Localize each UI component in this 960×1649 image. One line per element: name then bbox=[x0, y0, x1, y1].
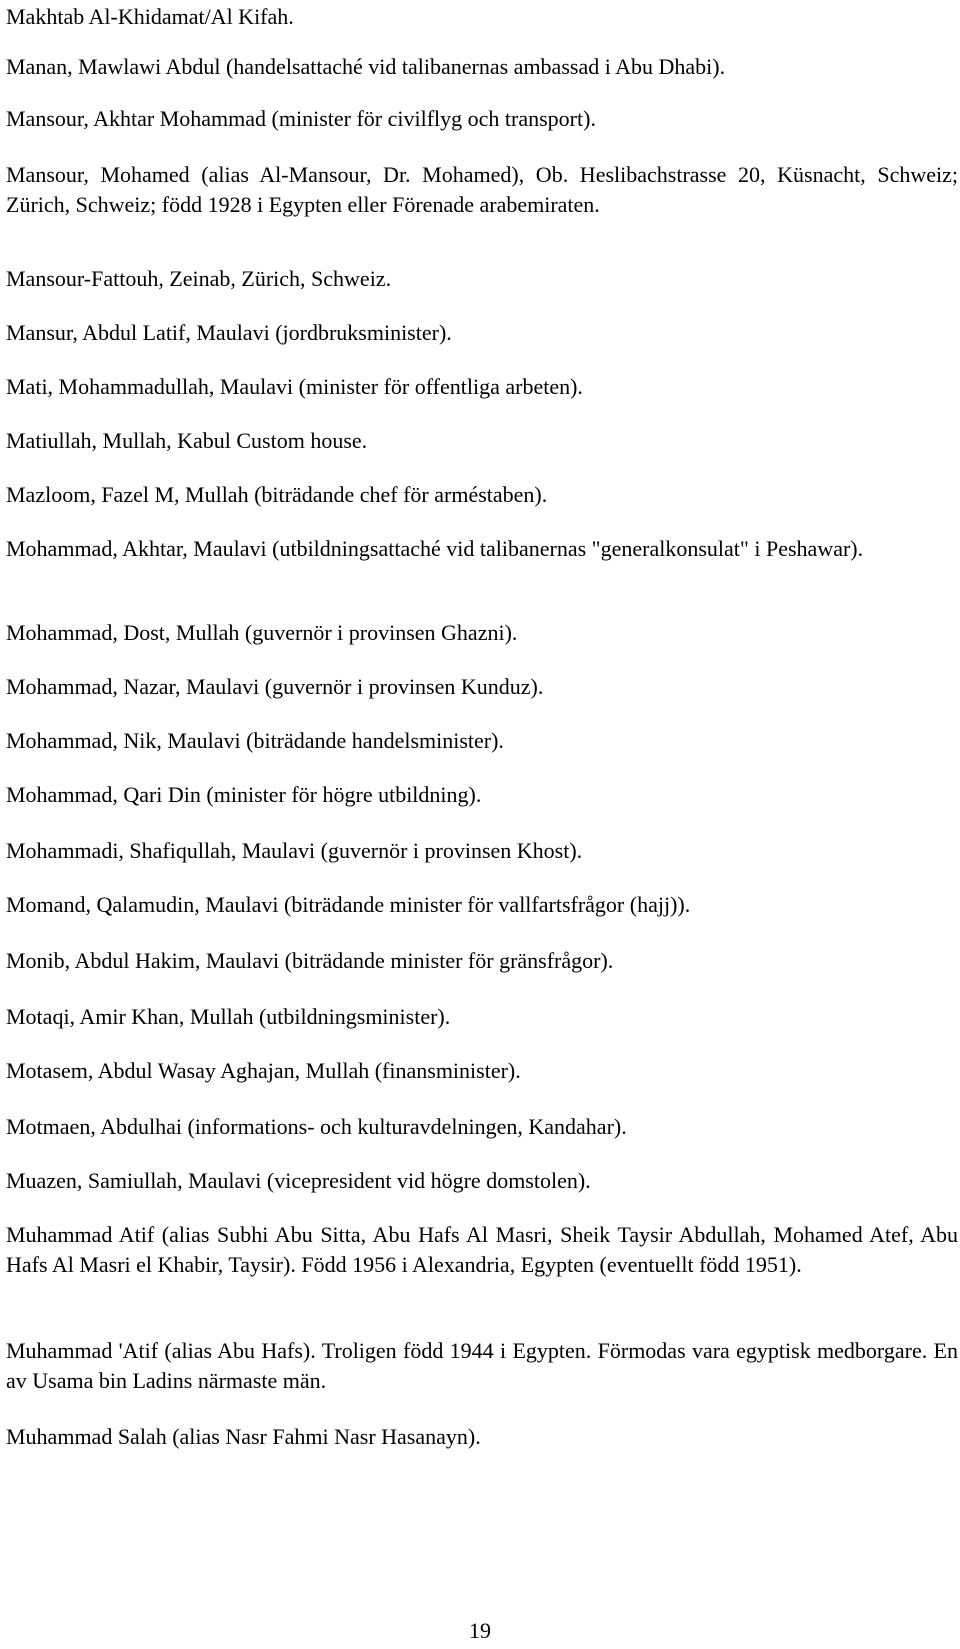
entry-motasem: Motasem, Abdul Wasay Aghajan, Mullah (finansminister). bbox=[6, 1058, 521, 1083]
entry-mohammad-qari-din: Mohammad, Qari Din (minister för högre utbildning). bbox=[6, 782, 482, 807]
entry-mohammad-nik: Mohammad, Nik, Maulavi (biträdande handelsminister). bbox=[6, 728, 504, 753]
page-number: 19 bbox=[469, 1618, 491, 1643]
entry-mansour-mohamed: Mansour, Mohamed (alias Al-Mansour, Dr. Mohamed), Ob. Heslibachstrasse 20, Küsnacht, Schweiz; Zürich, Schweiz; född 1928 i Egypten eller Förenade arabemiraten. bbox=[6, 162, 958, 217]
entry-mati: Mati, Mohammadullah, Maulavi (minister för offentliga arbeten). bbox=[6, 374, 583, 399]
entry-matiullah: Matiullah, Mullah, Kabul Custom house. bbox=[6, 428, 368, 453]
entry-muhammad-salah: Muhammad Salah (alias Nasr Fahmi Nasr Hasanayn). bbox=[6, 1424, 481, 1449]
entry-mansur: Mansur, Abdul Latif, Maulavi (jordbruksminister). bbox=[6, 320, 452, 345]
entry-monib: Monib, Abdul Hakim, Maulavi (biträdande minister för gränsfrågor). bbox=[6, 948, 614, 973]
entry-mansour-akhtar: Mansour, Akhtar Mohammad (minister för civilflyg och transport). bbox=[6, 106, 596, 131]
entry-muazen: Muazen, Samiullah, Maulavi (vicepresident vid högre domstolen). bbox=[6, 1168, 591, 1193]
entry-mohammadi: Mohammadi, Shafiqullah, Maulavi (guvernör i provinsen Khost). bbox=[6, 838, 583, 863]
entry-muhammad-atif: Muhammad Atif (alias Subhi Abu Sitta, Abu Hafs Al Masri, Sheik Taysir Abdullah, Mohamed Atef, Abu Hafs Al Masri el Khabir, Taysir). Född 1956 i Alexandria, Egypten (eventuellt född 1951). bbox=[6, 1222, 958, 1277]
entry-mohammad-nazar: Mohammad, Nazar, Maulavi (guvernör i provinsen Kunduz). bbox=[6, 674, 544, 699]
entry-mohammad-akhtar: Mohammad, Akhtar, Maulavi (utbildningsattaché vid talibanernas "generalkonsulat" i Peshawar). bbox=[6, 536, 864, 561]
entry-momand: Momand, Qalamudin, Maulavi (biträdande minister för vallfartsfrågor (hajj)). bbox=[6, 892, 691, 917]
entry-motmaen: Motmaen, Abdulhai (informations- och kulturavdelningen, Kandahar). bbox=[6, 1114, 627, 1139]
entry-makhtab-al-khidamat: Makhtab Al-Khidamat/Al Kifah. bbox=[6, 4, 294, 29]
entry-motaqi: Motaqi, Amir Khan, Mullah (utbildningsminister). bbox=[6, 1004, 451, 1029]
entry-mazloom: Mazloom, Fazel M, Mullah (biträdande chef för arméstaben). bbox=[6, 482, 548, 507]
entry-manan: Manan, Mawlawi Abdul (handelsattaché vid talibanernas ambassad i Abu Dhabi). bbox=[6, 54, 726, 79]
entry-mansour-fattouh: Mansour-Fattouh, Zeinab, Zürich, Schweiz. bbox=[6, 266, 392, 291]
entry-mohammad-dost: Mohammad, Dost, Mullah (guvernör i provinsen Ghazni). bbox=[6, 620, 518, 645]
entry-muhammad-atif-abu-hafs: Muhammad 'Atif (alias Abu Hafs). Troligen född 1944 i Egypten. Förmodas vara egyptisk medborgare. En av Usama bin Ladins närmaste män. bbox=[6, 1338, 958, 1393]
